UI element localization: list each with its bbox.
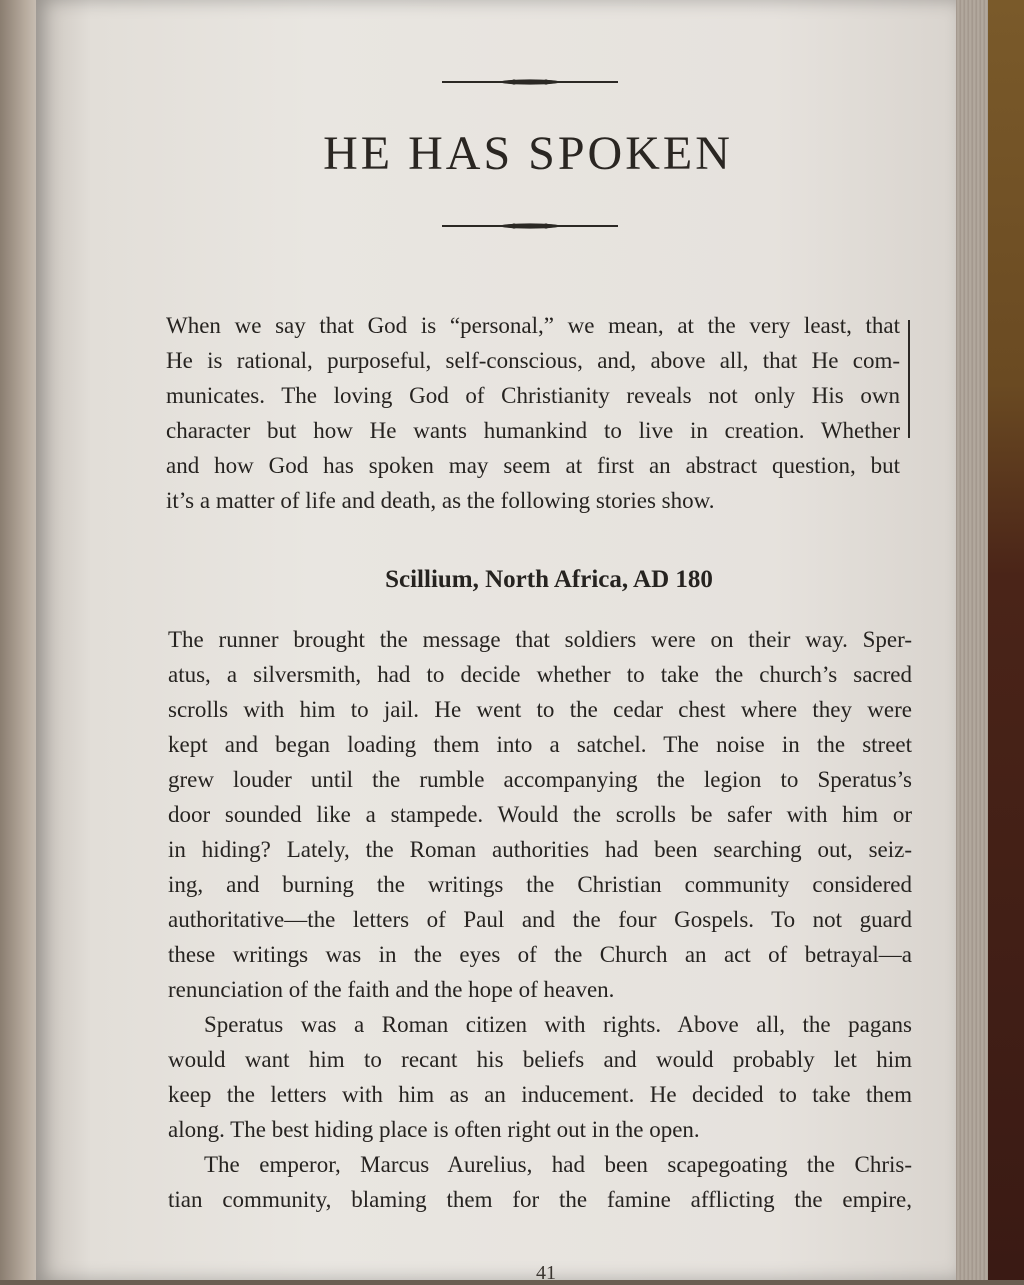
body-line: along. The best hiding place is often right out in the open.: [168, 1117, 700, 1142]
bottom-ornament-rule: [442, 220, 618, 232]
body-line: atus, a silversmith, had to decide whether to take the church’s sacred: [168, 662, 912, 687]
book-page: [36, 0, 956, 1284]
body-line: Speratus was a Roman citizen with rights. Above all, the pagans: [204, 1012, 912, 1037]
intro-line: municates. The loving God of Christianity reveals not only His own: [166, 383, 900, 408]
body-line: door sounded like a stampede. Would the scrolls be safer with him or: [168, 802, 912, 827]
body-line: ing, and burning the writings the Christian community considered: [168, 872, 912, 897]
body-line: in hiding? Lately, the Roman authorities had been searching out, seiz-: [168, 837, 912, 862]
body-line: these writings was in the eyes of the Church an act of betrayal—a: [168, 942, 912, 967]
body-line: keep the letters with him as an inducement. He decided to take them: [168, 1082, 912, 1107]
section-heading: Scillium, North Africa, AD 180: [385, 566, 713, 593]
intro-line: He is rational, purposeful, self-conscious, and, above all, that He com-: [166, 348, 900, 373]
body-line: renunciation of the faith and the hope of heaven.: [168, 977, 615, 1002]
intro-paragraph: [166, 308, 900, 518]
body-line: tian community, blaming them for the famine afflicting the empire,: [168, 1187, 912, 1212]
intro-line: and how God has spoken may seem at first an abstract question, but: [166, 453, 900, 478]
top-ornament-rule: [442, 76, 618, 88]
body-line: would want him to recant his beliefs and would probably let him: [168, 1047, 912, 1072]
body-line: kept and began loading them into a satchel. The noise in the street: [168, 732, 912, 757]
intro-line: it’s a matter of life and death, as the following stories show.: [166, 488, 715, 513]
page-number: 41: [536, 1262, 556, 1284]
body-text: [168, 622, 912, 1217]
intro-line: When we say that God is “personal,” we mean, at the very least, that: [166, 313, 900, 338]
body-line: scrolls with him to jail. He went to the cedar chest where they were: [168, 697, 912, 722]
body-line: The emperor, Marcus Aurelius, had been scapegoating the Chris-: [204, 1152, 912, 1177]
intro-line: character but how He wants humankind to live in creation. Whether: [166, 418, 900, 443]
margin-marker-line: [908, 320, 910, 438]
body-line: grew louder until the rumble accompanying the legion to Speratus’s: [168, 767, 912, 792]
body-line: authoritative—the letters of Paul and the four Gospels. To not guard: [168, 907, 912, 932]
body-line: The runner brought the message that soldiers were on their way. Sper-: [168, 627, 912, 652]
chapter-title: HE HAS SPOKEN: [323, 127, 733, 180]
